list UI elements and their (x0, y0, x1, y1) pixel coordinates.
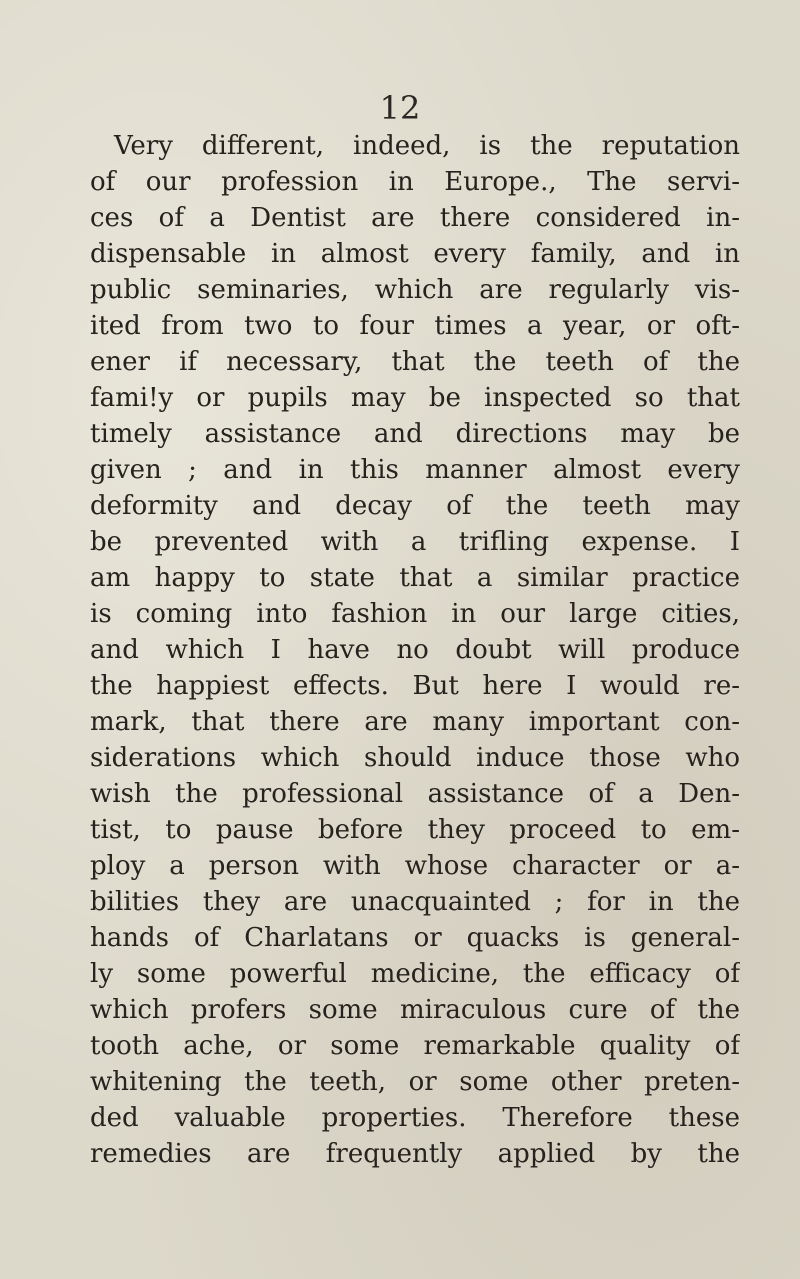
text-line: Very different, indeed, is the reputation (114, 131, 740, 161)
text-line: of our profession in Europe., The servi- (90, 167, 740, 197)
text-line: whitening the teeth, or some other preten- (90, 1067, 740, 1097)
text-line: is coming into fashion in our large cities, (90, 599, 740, 629)
text-line: be prevented with a trifling expense. I (90, 527, 740, 557)
text-line: ded valuable properties. Therefore these (90, 1103, 740, 1133)
text-line: public seminaries, which are regularly vis- (90, 275, 740, 305)
text-line: dispensable in almost every family, and in (90, 239, 740, 269)
text-line: remedies are frequently applied by the (90, 1139, 740, 1169)
text-line: deformity and decay of the teeth may (90, 491, 740, 521)
text-line: ploy a person with whose character or a- (90, 851, 740, 881)
text-line: the happiest effects. But here I would re- (90, 671, 740, 701)
text-line: bilities they are unacquainted ; for in the (90, 887, 740, 917)
page-number: 12 (379, 89, 421, 127)
text-line: hands of Charlatans or quacks is general- (90, 923, 740, 953)
text-line: given ; and in this manner almost every (90, 455, 740, 485)
text-line: ly some powerful medicine, the efficacy of (90, 959, 740, 989)
body-text (90, 128, 740, 1172)
text-line: mark, that there are many important con- (90, 707, 740, 737)
text-line: wish the professional assistance of a Den- (90, 779, 740, 809)
text-line: and which I have no doubt will produce (90, 635, 740, 665)
text-line: tist, to pause before they proceed to em- (90, 815, 740, 845)
text-line: tooth ache, or some remarkable quality of (90, 1031, 740, 1061)
text-line: ces of a Dentist are there considered in- (90, 203, 740, 233)
text-line: ited from two to four times a year, or oft- (90, 311, 740, 341)
text-line: which profers some miraculous cure of the (90, 995, 740, 1025)
text-line: fami!y or pupils may be inspected so that (90, 383, 740, 413)
text-line: timely assistance and directions may be (90, 419, 740, 449)
text-line: ener if necessary, that the teeth of the (90, 347, 740, 377)
text-line: am happy to state that a similar practice (90, 563, 740, 593)
text-line: siderations which should induce those who (90, 743, 740, 773)
